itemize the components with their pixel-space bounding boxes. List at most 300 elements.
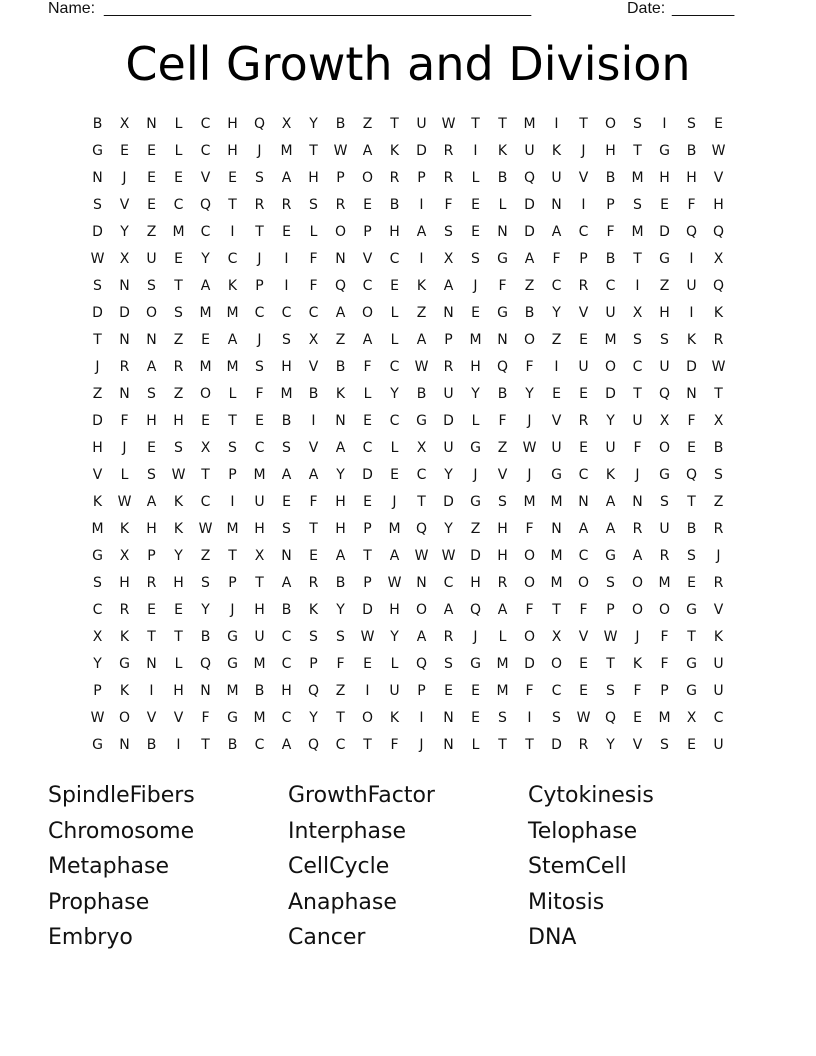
grid-letter: E [174, 602, 183, 618]
grid-letter: W [360, 629, 375, 645]
grid-letter: Z [524, 278, 535, 294]
grid-letter: B [335, 359, 346, 375]
grid-letter: B [308, 386, 319, 402]
grid-letter: W [711, 143, 726, 159]
grid-letter: F [309, 494, 318, 510]
grid-letter: V [632, 737, 643, 753]
grid-letter: B [605, 251, 616, 267]
grid-letter: F [336, 656, 345, 672]
grid-letter: O [658, 440, 671, 456]
grid-letter: M [523, 116, 536, 132]
grid-letter: A [362, 332, 373, 348]
grid-letter: V [119, 197, 130, 213]
grid-letter: V [362, 251, 373, 267]
grid-letter: J [95, 359, 100, 375]
grid-letter: K [713, 629, 724, 645]
grid-letter: E [471, 683, 480, 699]
grid-letter: D [686, 359, 697, 375]
grid-letter: H [173, 683, 184, 699]
grid-letter: N [92, 170, 103, 186]
grid-letter: M [199, 305, 212, 321]
grid-letter: P [363, 224, 372, 240]
grid-letter: P [93, 683, 102, 699]
grid-letter: A [146, 359, 157, 375]
grid-letter: O [523, 548, 536, 564]
grid-letter: D [443, 413, 454, 429]
grid-letter: J [419, 737, 424, 753]
grid-letter: N [551, 197, 562, 213]
grid-row [84, 570, 732, 597]
grid-letter: C [173, 197, 184, 213]
grid-letter: S [606, 575, 615, 591]
grid-letter: W [414, 548, 429, 564]
grid-letter: O [415, 602, 428, 618]
grid-letter: M [253, 656, 266, 672]
grid-letter: A [443, 278, 454, 294]
grid-letter: I [554, 116, 559, 132]
grid-letter: C [254, 440, 265, 456]
grid-letter: F [660, 629, 669, 645]
grid-row [84, 165, 732, 192]
grid-letter: B [335, 116, 346, 132]
grid-letter: S [336, 629, 345, 645]
page-title: Cell Growth and Division [125, 37, 691, 91]
grid-letter: E [201, 413, 210, 429]
grid-letter: W [198, 521, 213, 537]
grid-letter: K [173, 521, 184, 537]
grid-letter: U [389, 683, 400, 699]
grid-letter: T [309, 521, 318, 537]
grid-letter: R [497, 575, 508, 591]
word-bank-item: StemCell [528, 854, 627, 880]
grid-letter: U [686, 278, 697, 294]
grid-letter: H [335, 494, 346, 510]
grid-letter: M [226, 683, 239, 699]
grid-letter: X [713, 413, 724, 429]
grid-letter: T [714, 386, 723, 402]
grid-letter: F [120, 413, 129, 429]
grid-letter: T [228, 413, 237, 429]
grid-letter: P [417, 683, 426, 699]
grid-letter: C [254, 737, 265, 753]
grid-letter: U [713, 737, 724, 753]
grid-letter: T [552, 602, 561, 618]
grid-letter: S [660, 737, 669, 753]
grid-letter: W [171, 467, 186, 483]
word-bank-item: Anaphase [288, 889, 397, 915]
grid-letter: W [333, 143, 348, 159]
grid-row [84, 219, 732, 246]
grid-letter: A [605, 494, 616, 510]
grid-letter: L [390, 332, 399, 348]
grid-letter: I [230, 494, 235, 510]
grid-letter: P [606, 197, 615, 213]
grid-letter: U [524, 143, 535, 159]
grid-letter: O [577, 575, 590, 591]
grid-letter: H [254, 602, 265, 618]
grid-letter: S [498, 494, 507, 510]
grid-letter: X [416, 440, 427, 456]
grid-row [84, 192, 732, 219]
grid-letter: V [578, 305, 589, 321]
grid-letter: K [416, 278, 427, 294]
grid-letter: F [525, 521, 534, 537]
grid-letter: C [200, 116, 211, 132]
grid-letter: J [230, 602, 235, 618]
grid-letter: C [281, 305, 292, 321]
grid-letter: F [201, 710, 210, 726]
word-bank-item: CellCycle [288, 854, 390, 880]
grid-letter: O [145, 305, 158, 321]
grid-letter: S [660, 494, 669, 510]
grid-letter: A [362, 143, 373, 159]
grid-letter: Y [444, 467, 453, 483]
grid-letter: X [686, 710, 697, 726]
grid-letter: L [471, 170, 480, 186]
grid-letter: Y [471, 386, 480, 402]
grid-letter: I [473, 143, 478, 159]
grid-letter: B [416, 386, 427, 402]
grid-letter: R [173, 359, 184, 375]
grid-letter: M [523, 494, 536, 510]
grid-letter: Y [390, 386, 399, 402]
grid-letter: S [309, 197, 318, 213]
grid-letter: E [687, 440, 696, 456]
grid-letter: R [308, 575, 319, 591]
grid-letter: R [578, 278, 589, 294]
grid-letter: G [497, 251, 508, 267]
grid-letter: G [92, 548, 103, 564]
word-bank-item: Chromosome [48, 818, 195, 844]
grid-letter: S [282, 521, 291, 537]
grid-letter: B [686, 143, 697, 159]
grid-letter: E [201, 332, 210, 348]
grid-letter: L [228, 386, 237, 402]
grid-letter: E [147, 170, 156, 186]
grid-letter: W [711, 359, 726, 375]
grid-row [84, 543, 732, 570]
grid-letter: G [659, 467, 670, 483]
grid-letter: N [119, 737, 130, 753]
grid-letter: I [365, 683, 370, 699]
grid-letter: J [257, 251, 262, 267]
grid-letter: N [632, 494, 643, 510]
grid-letter: Z [362, 116, 373, 132]
grid-letter: R [578, 737, 589, 753]
grid-letter: C [200, 143, 211, 159]
grid-letter: N [497, 224, 508, 240]
grid-letter: D [362, 467, 373, 483]
grid-letter: N [119, 332, 130, 348]
grid-letter: X [632, 305, 643, 321]
grid-letter: C [443, 575, 454, 591]
grid-letter: Q [334, 278, 347, 294]
grid-letter: J [257, 143, 262, 159]
grid-letter: H [146, 413, 157, 429]
grid-letter: N [443, 710, 454, 726]
grid-letter: D [524, 197, 535, 213]
grid-row [84, 354, 732, 381]
grid-letter: T [687, 629, 696, 645]
grid-letter: E [579, 683, 588, 699]
grid-letter: I [149, 683, 154, 699]
grid-letter: N [281, 548, 292, 564]
grid-letter: S [93, 197, 102, 213]
grid-letter: T [687, 494, 696, 510]
grid-letter: V [578, 170, 589, 186]
grid-letter: H [389, 602, 400, 618]
grid-letter: S [201, 575, 210, 591]
grid-letter: V [713, 170, 724, 186]
grid-letter: O [523, 332, 536, 348]
grid-letter: F [525, 359, 534, 375]
grid-letter: E [687, 575, 696, 591]
name-label: Name: [48, 0, 96, 17]
grid-letter: O [604, 359, 617, 375]
grid-letter: T [255, 224, 264, 240]
grid-letter: H [470, 575, 481, 591]
grid-letter: M [658, 710, 671, 726]
grid-letter: G [119, 656, 130, 672]
grid-letter: M [658, 575, 671, 591]
grid-letter: M [253, 467, 266, 483]
grid-letter: F [525, 602, 534, 618]
grid-letter: K [173, 494, 184, 510]
grid-letter: F [633, 440, 642, 456]
grid-letter: C [254, 305, 265, 321]
grid-letter: P [417, 170, 426, 186]
grid-letter: L [363, 386, 372, 402]
grid-letter: H [281, 359, 292, 375]
grid-letter: M [91, 521, 104, 537]
grid-letter: I [527, 710, 532, 726]
grid-letter: F [687, 197, 696, 213]
grid-letter: C [308, 305, 319, 321]
grid-letter: S [687, 116, 696, 132]
grid-letter: M [631, 224, 644, 240]
grid-letter: G [686, 683, 697, 699]
grid-letter: E [282, 494, 291, 510]
grid-letter: A [227, 332, 238, 348]
grid-letter: T [309, 143, 318, 159]
grid-letter: J [392, 494, 397, 510]
grid-letter: S [309, 629, 318, 645]
grid-letter: R [578, 413, 589, 429]
grid-letter: V [173, 710, 184, 726]
grid-letter: A [281, 575, 292, 591]
grid-letter: S [606, 683, 615, 699]
grid-letter: I [581, 197, 586, 213]
grid-letter: R [281, 197, 292, 213]
grid-letter: S [498, 710, 507, 726]
grid-letter: C [281, 629, 292, 645]
grid-row [84, 381, 732, 408]
grid-letter: R [389, 170, 400, 186]
grid-letter: M [226, 521, 239, 537]
grid-letter: C [605, 278, 616, 294]
grid-letter: I [635, 278, 640, 294]
grid-letter: Q [199, 656, 212, 672]
word-bank-item: Embryo [48, 925, 133, 951]
grid-letter: U [551, 170, 562, 186]
grid-letter: K [389, 710, 400, 726]
grid-letter: E [579, 386, 588, 402]
grid-letter: E [147, 440, 156, 456]
grid-letter: V [308, 359, 319, 375]
grid-letter: J [635, 467, 640, 483]
grid-letter: S [228, 440, 237, 456]
grid-letter: U [443, 440, 454, 456]
grid-letter: W [117, 494, 132, 510]
grid-letter: T [498, 737, 507, 753]
grid-letter: R [443, 629, 454, 645]
grid-letter: G [92, 143, 103, 159]
grid-letter: D [362, 602, 373, 618]
grid-letter: E [147, 143, 156, 159]
grid-letter: J [527, 413, 532, 429]
grid-letter: O [631, 575, 644, 591]
grid-letter: B [92, 116, 103, 132]
grid-letter: P [255, 278, 264, 294]
grid-letter: M [469, 332, 482, 348]
grid-letter: U [146, 251, 157, 267]
grid-letter: J [581, 143, 586, 159]
grid-letter: K [551, 143, 562, 159]
grid-letter: S [147, 278, 156, 294]
grid-letter: H [686, 170, 697, 186]
grid-letter: B [146, 737, 157, 753]
grid-letter: H [470, 359, 481, 375]
grid-letter: W [414, 359, 429, 375]
grid-letter: T [174, 278, 183, 294]
grid-letter: C [362, 440, 373, 456]
grid-letter: J [716, 548, 721, 564]
grid-letter: F [363, 359, 372, 375]
grid-letter: I [419, 251, 424, 267]
grid-letter: I [311, 413, 316, 429]
grid-letter: V [551, 413, 562, 429]
grid-letter: L [498, 197, 507, 213]
grid-letter: H [497, 521, 508, 537]
grid-letter: B [227, 737, 238, 753]
grid-letter: E [363, 494, 372, 510]
word-bank-item: GrowthFactor [288, 783, 435, 808]
grid-letter: E [363, 413, 372, 429]
grid-letter: H [173, 575, 184, 591]
grid-letter: O [118, 710, 131, 726]
grid-letter: G [227, 629, 238, 645]
grid-letter: N [335, 413, 346, 429]
grid-letter: N [119, 386, 130, 402]
grid-letter: N [578, 494, 589, 510]
grid-letter: M [631, 170, 644, 186]
grid-letter: E [552, 386, 561, 402]
grid-letter: C [389, 251, 400, 267]
grid-row [84, 300, 732, 327]
grid-letter: M [496, 656, 509, 672]
grid-letter: E [282, 224, 291, 240]
grid-letter: A [578, 521, 589, 537]
grid-letter: N [119, 278, 130, 294]
grid-letter: W [576, 710, 591, 726]
grid-row [84, 111, 732, 138]
grid-letter: N [497, 332, 508, 348]
grid-letter: W [522, 440, 537, 456]
grid-letter: F [255, 386, 264, 402]
grid-letter: J [122, 440, 127, 456]
grid-letter: B [389, 197, 400, 213]
grid-letter: E [633, 710, 642, 726]
grid-letter: O [523, 629, 536, 645]
grid-letter: F [309, 251, 318, 267]
grid-letter: T [606, 656, 615, 672]
grid-letter: A [416, 224, 427, 240]
grid-letter: A [605, 521, 616, 537]
grid-letter: D [443, 494, 454, 510]
grid-letter: A [281, 737, 292, 753]
grid-letter: E [687, 737, 696, 753]
grid-letter: F [579, 602, 588, 618]
grid-letter: W [90, 710, 105, 726]
grid-letter: A [524, 251, 535, 267]
grid-letter: O [550, 656, 563, 672]
grid-letter: Z [335, 332, 346, 348]
grid-letter: U [416, 116, 427, 132]
grid-letter: X [659, 413, 670, 429]
grid-letter: A [146, 494, 157, 510]
grid-letter: R [443, 170, 454, 186]
grid-letter: C [389, 359, 400, 375]
grid-letter: K [605, 467, 616, 483]
grid-letter: N [146, 116, 157, 132]
grid-letter: O [361, 710, 374, 726]
grid-letter: J [473, 629, 478, 645]
grid-letter: S [444, 656, 453, 672]
grid-letter: D [659, 224, 670, 240]
grid-row [84, 462, 732, 489]
grid-letter: L [309, 224, 318, 240]
grid-letter: Y [525, 386, 534, 402]
grid-letter: T [228, 197, 237, 213]
grid-row [84, 246, 732, 273]
grid-letter: Y [444, 521, 453, 537]
grid-letter: R [119, 602, 130, 618]
grid-letter: E [390, 467, 399, 483]
grid-letter: R [713, 575, 724, 591]
grid-letter: B [335, 575, 346, 591]
grid-letter: Y [93, 656, 102, 672]
grid-row [84, 705, 732, 732]
grid-letter: S [255, 359, 264, 375]
grid-letter: G [659, 251, 670, 267]
grid-letter: G [227, 710, 238, 726]
grid-letter: V [146, 710, 157, 726]
grid-letter: R [335, 197, 346, 213]
grid-letter: T [390, 116, 399, 132]
grid-letter: E [147, 602, 156, 618]
grid-letter: Y [606, 413, 615, 429]
grid-letter: H [92, 440, 103, 456]
grid-letter: Y [120, 224, 129, 240]
grid-letter: Z [470, 521, 481, 537]
grid-letter: L [471, 413, 480, 429]
grid-letter: M [388, 521, 401, 537]
grid-letter: V [92, 467, 103, 483]
grid-row [84, 435, 732, 462]
grid-letter: H [713, 197, 724, 213]
grid-letter: T [579, 116, 588, 132]
grid-letter: I [419, 197, 424, 213]
